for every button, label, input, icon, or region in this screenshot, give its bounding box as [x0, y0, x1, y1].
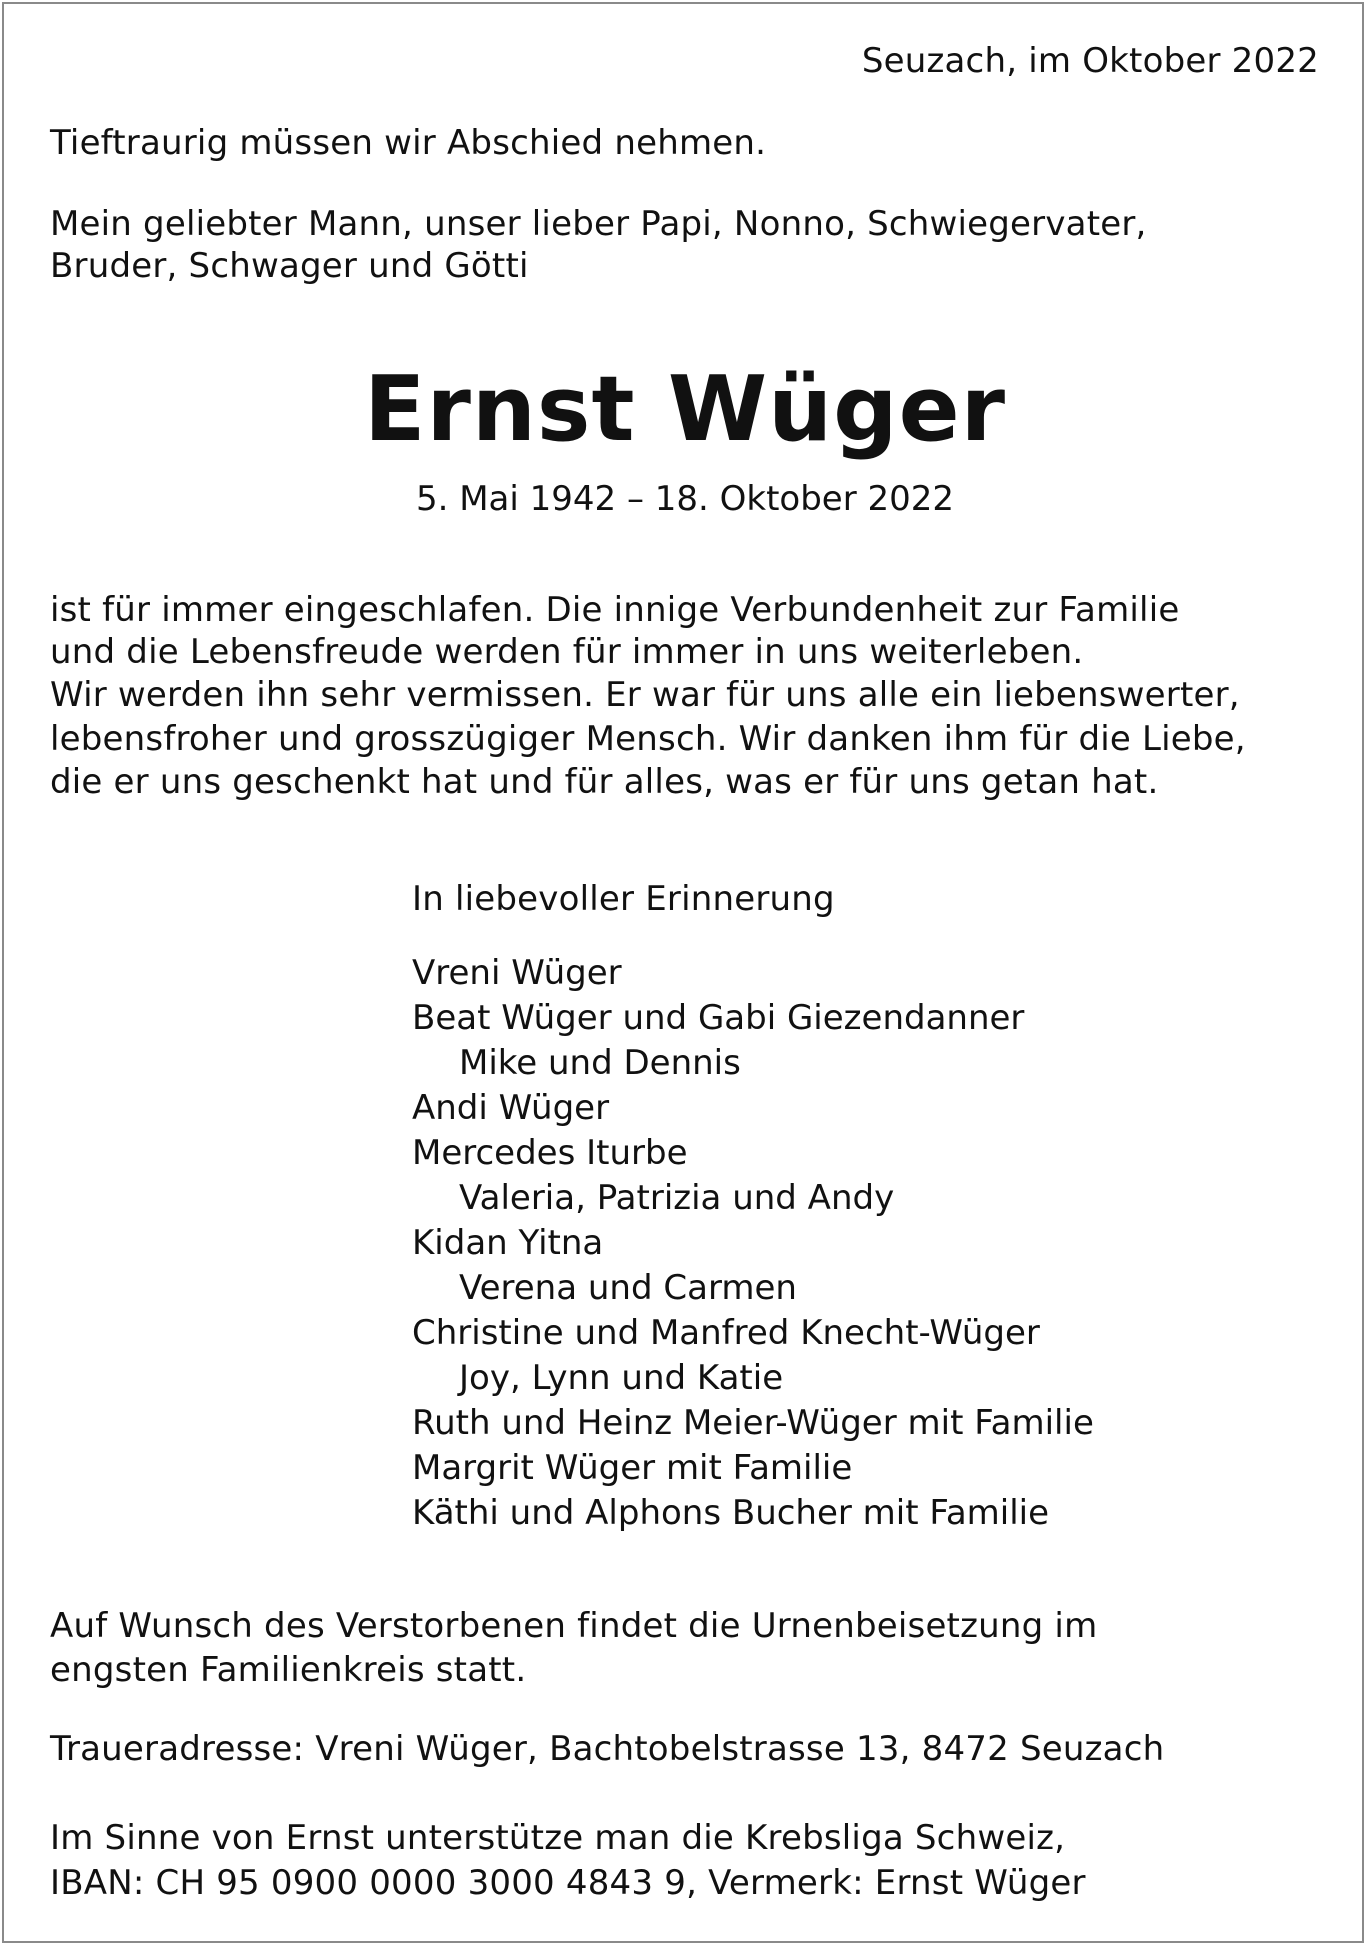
burial-note: engsten Familienkreis statt. — [50, 1650, 527, 1690]
place-date: Seuzach, im Oktober 2022 — [861, 41, 1319, 81]
body-text-line: lebensfroher und grosszügiger Mensch. Wir danken ihm für die Liebe, — [50, 719, 1246, 759]
mourner-name: Käthi und Alphons Bucher mit Familie — [412, 1493, 1050, 1533]
mourner-name: Mike und Dennis — [459, 1043, 741, 1083]
body-text-line: die er uns geschenkt hat und für alles, was er für uns getan hat. — [50, 762, 1159, 802]
mourner-name: Christine und Manfred Knecht-Wüger — [412, 1313, 1040, 1353]
mourner-name: Beat Wüger und Gabi Giezendanner — [412, 998, 1025, 1038]
mourner-name: Mercedes Iturbe — [412, 1133, 688, 1173]
mourner-name: Andi Wüger — [412, 1088, 610, 1128]
body-text-line: ist für immer eingeschlafen. Die innige Verbundenheit zur Familie — [50, 590, 1180, 630]
mourner-name: Valeria, Patrizia und Andy — [459, 1178, 895, 1218]
mourner-name: Joy, Lynn und Katie — [459, 1358, 784, 1398]
mourner-name: Kidan Yitna — [412, 1223, 604, 1263]
burial-note: Auf Wunsch des Verstorbenen findet die Urnenbeisetzung im — [50, 1606, 1098, 1646]
relation-line: Bruder, Schwager und Götti — [50, 246, 529, 286]
mourner-name: Vreni Wüger — [412, 953, 622, 993]
body-text-line: und die Lebensfreude werden für immer in uns weiterleben. — [50, 632, 1084, 672]
deceased-name: Ernst Wüger — [363, 357, 1007, 462]
life-dates: 5. Mai 1942 – 18. Oktober 2022 — [415, 479, 955, 519]
mourner-name: Margrit Wüger mit Familie — [412, 1448, 853, 1488]
mourner-name: Ruth und Heinz Meier-Wüger mit Familie — [412, 1403, 1094, 1443]
body-text-line: Wir werden ihn sehr vermissen. Er war für uns alle ein liebenswerter, — [50, 675, 1240, 715]
donation-note: Im Sinne von Ernst unterstütze man die Krebsliga Schweiz, — [50, 1818, 1066, 1858]
relation-line: Mein geliebter Mann, unser lieber Papi, Nonno, Schwiegervater, — [50, 204, 1147, 244]
mourning-address: Traueradresse: Vreni Wüger, Bachtobelstrasse 13, 8472 Seuzach — [50, 1729, 1165, 1769]
mourner-name: Verena und Carmen — [459, 1268, 797, 1308]
mourners-heading: In liebevoller Erinnerung — [412, 879, 835, 919]
mourners-list — [412, 951, 1094, 1536]
donation-iban: IBAN: CH 95 0900 0000 3000 4843 9, Vermerk: Ernst Wüger — [50, 1863, 1086, 1903]
intro-line: Tieftraurig müssen wir Abschied nehmen. — [50, 123, 767, 163]
